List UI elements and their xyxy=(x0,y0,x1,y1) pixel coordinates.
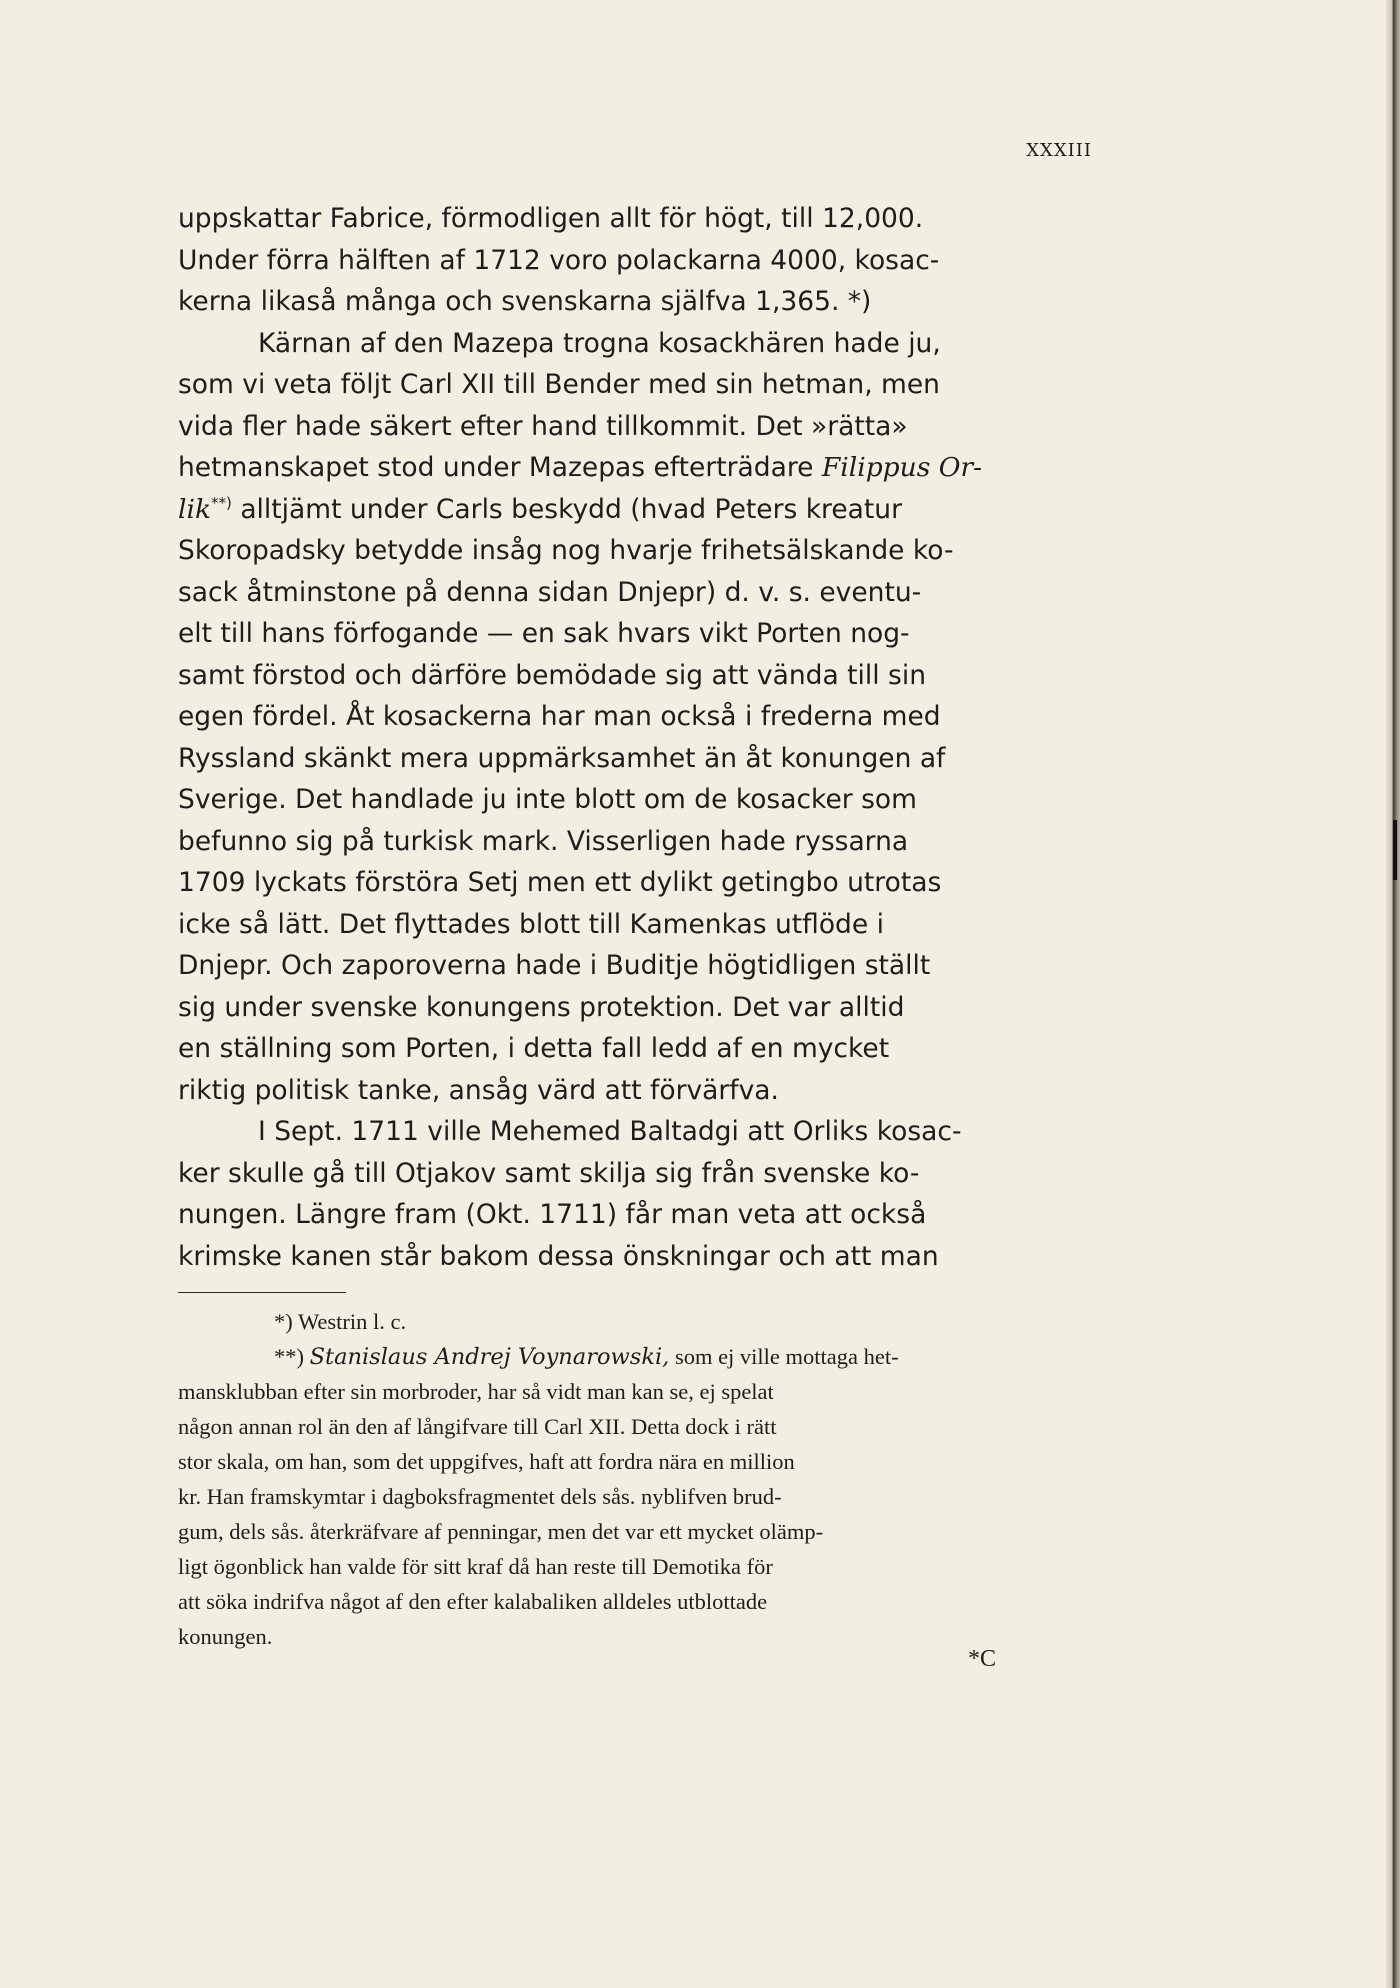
text-line: samt förstod och därföre bemödade sig att vända till sin xyxy=(178,659,926,691)
text-line: I Sept. 1711 ville Mehemed Baltadgi att Orliks kosac- xyxy=(258,1116,962,1147)
page-number: XXXIII xyxy=(1026,140,1092,161)
text-line: Kärnan af den Mazepa trogna kosackhären hade ju, xyxy=(258,327,941,359)
text-line: uppskattar Fabrice, förmodligen allt för högt, till 12,000. xyxy=(178,203,924,234)
edge-mark xyxy=(1393,820,1397,880)
italic-name: Stanislaus Andrej Voynarowski, xyxy=(309,1344,670,1370)
text-line: ker skulle gå till Otjakov samt skilja sig från svenske ko- xyxy=(178,1157,920,1189)
footnote-ref: **) xyxy=(211,493,232,512)
footnote-line: att söka indrifva något af den efter kalabaliken alldeles utblottade xyxy=(178,1589,768,1614)
text-line: Under förra hälften af 1712 voro polackarna 4000, kosac- xyxy=(178,244,940,276)
footnote-line: stor skala, om han, som det uppgifves, haft att fordra nära en million xyxy=(178,1449,795,1474)
text-line: Skoropadsky betydde insåg nog hvarje frihetsälskande ko- xyxy=(178,535,954,566)
text-line: hetmanskapet stod under Mazepas efterträdare Filippus Or- xyxy=(178,447,1090,489)
footnotes xyxy=(178,1304,1090,1654)
main-text xyxy=(178,198,1090,1277)
footnote-line: kr. Han framskymtar i dagboksfragmentet dels sås. nyblifven brud- xyxy=(178,1484,782,1509)
text-line: elt till hans förfogande — en sak hvars vikt Porten nog- xyxy=(178,618,910,649)
footnote-divider xyxy=(178,1292,346,1293)
footnote-line: någon annan rol än den af långifvare till Carl XII. Detta dock i rätt xyxy=(178,1414,777,1439)
text-line: nungen. Längre fram (Okt. 1711) får man veta att också xyxy=(178,1199,927,1230)
text-line: krimske kanen står bakom dessa önskningar och att man xyxy=(178,1240,939,1272)
text-line: 1709 lyckats förstöra Setj men ett dylikt getingbo utrotas xyxy=(178,867,942,898)
text-line: riktig politisk tanke, ansåg värd att förvärfva. xyxy=(178,1074,779,1106)
signature-mark: *C xyxy=(968,1646,997,1672)
italic-name: lik xyxy=(178,493,212,525)
footnote-line: gum, dels sås. återkräfvare af penningar, men det var ett mycket olämp- xyxy=(178,1519,824,1544)
italic-name: Filippus Or- xyxy=(821,452,983,483)
text-line: Ryssland skänkt mera uppmärksamhet än åt konungen af xyxy=(178,742,946,774)
text-line: som vi veta följt Carl XII till Bender med sin hetman, men xyxy=(178,369,940,400)
text-line: sig under svenske konungens protektion. Det var alltid xyxy=(178,991,905,1023)
text-line: Dnjepr. Och zaporoverna hade i Buditje högtidligen ställt xyxy=(178,950,931,981)
text-line: icke så lätt. Det flyttades blott till Kamenkas utflöde i xyxy=(178,908,884,940)
footnote-line: konungen. xyxy=(178,1624,273,1649)
text-line: vida fler hade säkert efter hand tillkommit. Det »rätta» xyxy=(178,410,908,442)
footnote-line: **) Stanislaus Andrej Voynarowski, som ej ville mottaga het- xyxy=(178,1339,1090,1374)
text-line: egen fördel. Åt kosackerna har man också i frederna med xyxy=(178,701,941,732)
text-line: lik**) alltjämt under Carls beskydd (hvad Peters kreatur xyxy=(178,489,1090,531)
footnote-line: ligt ögonblick han valde för sitt kraf då han reste till Demotika för xyxy=(178,1554,773,1579)
text-line: en ställning som Porten, i detta fall ledd af en mycket xyxy=(178,1033,890,1064)
text-line: sack åtminstone på denna sidan Dnjepr) d. v. s. eventu- xyxy=(178,576,922,608)
text-line: kerna likaså många och svenskarna själfva 1,365. *) xyxy=(178,286,872,317)
text-line: befunno sig på turkisk mark. Visserligen hade ryssarna xyxy=(178,825,909,857)
footnote-line: mansklubban efter sin morbroder, har så vidt man kan se, ej spelat xyxy=(178,1379,774,1404)
page-edge xyxy=(1386,0,1400,1988)
footnote-line: *) Westrin l. c. xyxy=(274,1309,407,1334)
text-line: Sverige. Det handlade ju inte blott om de kosacker som xyxy=(178,784,917,815)
